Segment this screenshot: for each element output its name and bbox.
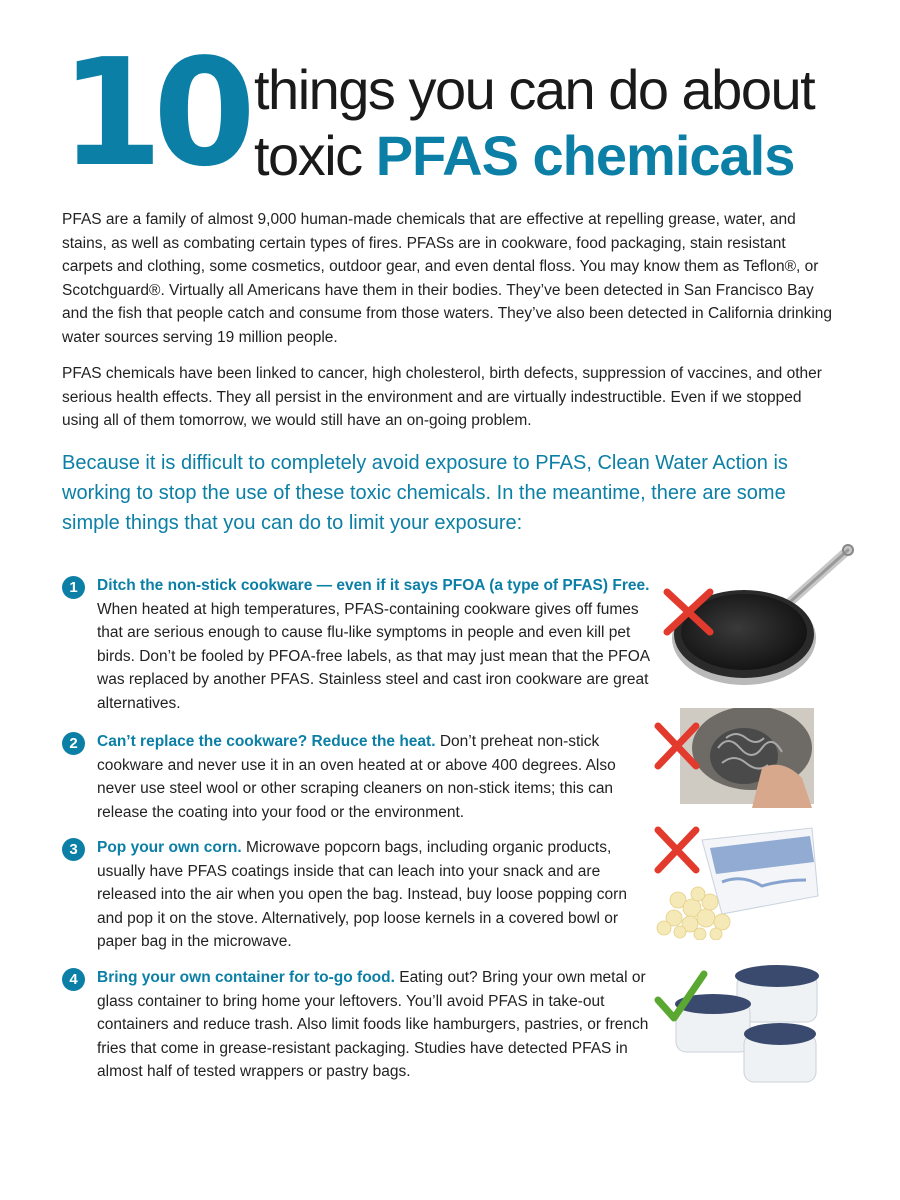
- tip-body: When heated at high temperatures, PFAS-containing cookware gives off fumes that are serious enough to cause flu-like symptoms in people and even kill pet birds. Don’t be fooled by PFOA-free labels, as that may just mean that the PFOA was replaced by another PFAS. Stainless steel and cast iron cookware are great alternatives.: [97, 600, 650, 712]
- non-stick-pan-x-icon: [652, 540, 857, 690]
- tip-text: [97, 574, 652, 716]
- popcorn-bag-x-icon: [652, 822, 820, 940]
- tip-lead: Ditch the non-stick cookware — even if it says PFOA (a type of PFAS) Free.: [97, 577, 650, 594]
- headline-number: 10: [60, 27, 246, 199]
- tip-number-badge: 1: [62, 576, 85, 599]
- steel-wool-x-icon: [652, 708, 814, 808]
- tip-text: [97, 730, 652, 824]
- tip-text: [97, 836, 652, 954]
- page-header: [60, 27, 850, 202]
- intro-paragraph-1: PFAS are a family of almost 9,000 human-made chemicals that are effective at repelling grease, water, and stains, as well as combating certain types of fires. PFASs are in cookware, food packaging, stain resistant carpets and clothing, some cosmetics, outdoor gear, and even dental floss. You may know them as Teflon®, or Scotchguard®. Virtually all Americans have them in their bodies. They’ve been detected in San Francisco Bay and the fish that people catch and consume from those waters. They’ve also been detected in California drinking water sources serving 19 million people.: [62, 211, 833, 346]
- tip-number-badge: 3: [62, 838, 85, 861]
- headline-line-2-plain: toxic: [254, 124, 376, 187]
- tip-number-badge: 2: [62, 732, 85, 755]
- headline-accent: PFAS chemicals: [375, 124, 795, 187]
- tip-number-badge: 4: [62, 968, 85, 991]
- tip-lead: Pop your own corn.: [97, 839, 242, 856]
- tip-lead: Can’t replace the cookware? Reduce the heat.: [97, 733, 436, 750]
- headline-line-2: [254, 124, 794, 188]
- headline-line-1: things you can do about: [254, 58, 815, 121]
- tip-lead: Bring your own container for to-go food.: [97, 969, 395, 986]
- intro-paragraph-2: PFAS chemicals have been linked to cancer, high cholesterol, birth defects, suppression of vaccines, and other serious health effects. They all persist in the environment and are virtually indestructible. Even if we stopped using all of them tomorrow, we would still have an on-going problem.: [62, 365, 822, 429]
- callout-text: Because it is difficult to completely avoid exposure to PFAS, Clean Water Action is working to stop the use of these toxic chemicals. In the meantime, there are some simple things that you can do to limit your exposure:: [62, 452, 788, 534]
- tip-body: Eating out? Bring your own metal or glass container to bring home your leftovers. You’ll avoid PFAS in take-out containers and reduce trash. Also limit foods like hamburgers, pastries, or french fries that come in grease-resistant packaging. Studies have detected PFAS in almost half of tested wrappers or pastry bags.: [97, 969, 649, 1081]
- tip-body: Microwave popcorn bags, including organic products, usually have PFAS coatings inside that can leach into your snack and are released into the air when you open the bag. Instead, buy loose popping corn and pop it on the stove. Alternatively, pop loose kernels in a covered bowl or paper bag in the microwave.: [97, 839, 627, 951]
- tip-body: Don’t preheat non-stick cookware and never use it in an oven heated at or above 400 degrees. Also never use steel wool or other scraping cleaners on non-stick items; this can release the coating into your food or the environment.: [97, 733, 616, 821]
- glass-containers-check-icon: [652, 962, 832, 1087]
- tip-text: [97, 966, 652, 1084]
